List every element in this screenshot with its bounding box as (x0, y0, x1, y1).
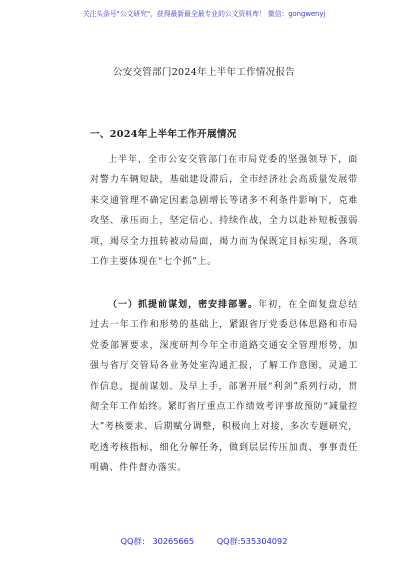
paragraph-overview: 上半年，全市公安交管部门在市局党委的坚强领导下，面对警力车辆短缺，基础建设滞后，全市经济社会高质量发展带来交通管理不确定因素急剧增长等诸多不利条件影响下，克难攻坚、承压而上，坚定信心、持续作战，全力以赴补短板强弱项，竭尽全力扭转被动局面，竭力而为保既定目标实现，各项工作主要体现在“七个抓”上。 (90, 155, 358, 268)
contact-footer (0, 536, 408, 547)
qq-group-2: QQ群:535304092 (216, 536, 288, 546)
document-title: 公安交管部门2024年上半年工作情况报告 (112, 67, 296, 78)
paragraph-body: 年初，在全面复盘总结过去一年工作和形势的基础上，紧跟省厅党委总体思路和市局党委部署要求，深度研判今年全市道路交通安全管理形势，加强与省厅交管局各业务处室沟通汇报，了解工作意图，灵通工作信息，提前谋划、及早上手，部署开展“利剑”系列行动，贯彻全年工作始终。紧盯省厅重点工作绩效考评事故预防“减量控大”考核要求、后期赋分调整，积极向上对接，多次专题研究，吃透考核指标，细化分解任务，做到层层传压加责、事事责任明确、件件督办落实。 (90, 300, 358, 474)
promo-banner: 关注头条号"公文研究"，获得最新最全最专业的公文资料库！ 微信：gongwenyj (82, 10, 326, 18)
qq-group-1: QQ群： 30265665 (120, 536, 195, 546)
paragraph-planning (90, 295, 358, 479)
paragraph-lead: （一）抓提前谋划，密安排部署。 (108, 300, 259, 310)
section-heading: 一、2024年上半年工作开展情况 (90, 129, 237, 140)
